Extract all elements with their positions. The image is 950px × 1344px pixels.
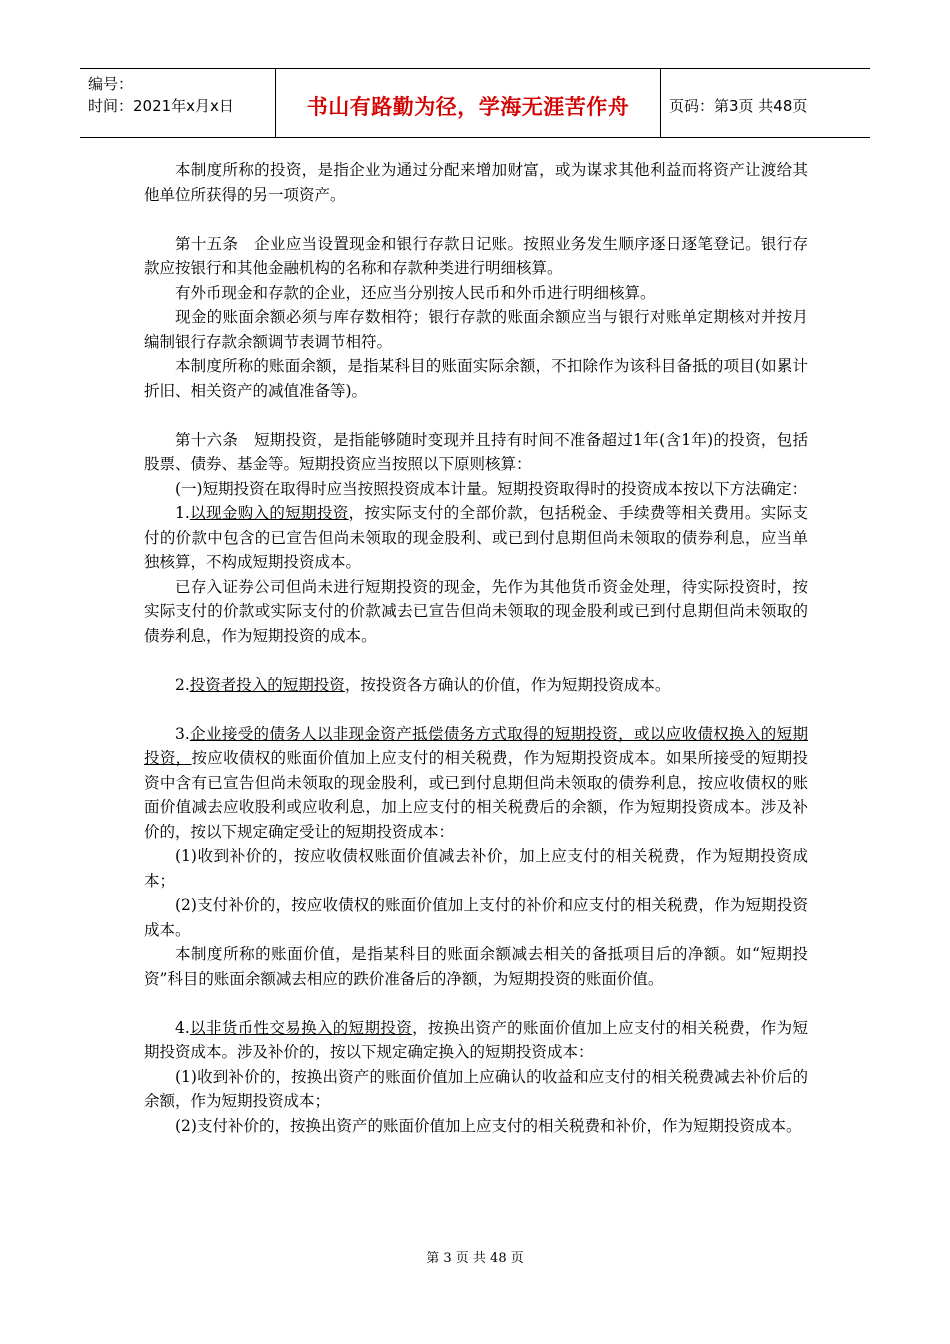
item-1 — [144, 501, 808, 575]
paragraph: (1)收到补价的，按应收债权账面价值减去补价，加上应支付的相关税费，作为短期投资成本； — [144, 847, 808, 890]
item-number: 4. — [175, 1018, 190, 1037]
article-15: 第十五条 企业应当设置现金和银行存款日记账。按照业务发生顺序逐日逐笔登记。银行存款应按银行和其他金融机构的名称和存款种类进行明细核算。 — [144, 234, 808, 277]
item-text: 按应收债权的账面价值加上应支付的相关税费，作为短期投资成本。如果所接受的短期投资中含有已宣告但尚未领取的现金股利，或已到付息期但尚未领取的债券利息，按应收债权的账面价值减去应收股利或应收利息，加上应支付的相关税费后的余额，作为短期投资成本。涉及补价的，按以下规定确定受让的短期投资成本： — [144, 749, 808, 841]
item-3 — [144, 722, 808, 845]
document-body — [144, 158, 808, 1138]
item-heading: 以现金购入的短期投资 — [189, 504, 349, 522]
serial-label: 编号： — [88, 75, 134, 93]
header-page-cell — [661, 69, 870, 137]
paragraph: (一)短期投资在取得时应当按照投资成本计量。短期投资取得时的投资成本按以下方法确定： — [175, 479, 808, 498]
paragraph: 有外币现金和存款的企业，还应当分别按人民币和外币进行明细核算。 — [175, 283, 656, 302]
item-number: 3. — [175, 724, 190, 743]
item-text: ，按实际支付的全部价款，包括税金、手续费等相关费用。实际支付的价款中包含的已宣告但尚未领取的现金股利、或已到付息期但尚未领取的债券利息，应当单独核算，不构成短期投资成本。 — [144, 504, 808, 571]
paragraph: 本制度所称的投资，是指企业为通过分配来增加财富，或为谋求其他利益而将资产让渡给其他单位所获得的另一项资产。 — [144, 161, 808, 204]
paragraph: 现金的账面余额必须与库存数相符；银行存款的账面余额应当与银行对账单定期核对并按月编制银行存款余额调节表调节相符。 — [144, 308, 808, 351]
page-header — [80, 68, 870, 138]
paragraph: (1)收到补价的，按换出资产的账面价值加上应确认的收益和应支付的相关税费减去补价后的余额，作为短期投资成本； — [144, 1067, 808, 1110]
paragraph: 已存入证券公司但尚未进行短期投资的现金，先作为其他货币资金处理，待实际投资时，按实际支付的价款或实际支付的价款减去已宣告但尚未领取的现金股利或已到付息期但尚未领取的债券利息，作为短期投资的成本。 — [144, 577, 808, 645]
item-number: 1. — [175, 504, 190, 522]
item-number: 2. — [175, 675, 190, 694]
page-footer: 第 3 页 共 48 页 — [426, 1251, 524, 1266]
header-page-info: 页码：第3页 共48页 — [669, 97, 808, 115]
header-meta — [80, 69, 276, 137]
header-motto: 书山有路勤为径，学海无涯苦作舟 — [306, 95, 630, 119]
paragraph: 本制度所称的账面价值，是指某科目的账面余额减去相关的备抵项目后的净额。如“短期投资”科目的账面余额减去相应的跌价准备后的净额，为短期投资的账面价值。 — [144, 945, 808, 988]
item-4 — [144, 1016, 808, 1065]
item-text: ，按投资各方确认的价值，作为短期投资成本。 — [344, 675, 671, 694]
item-2 — [144, 673, 808, 698]
paragraph: 本制度所称的账面余额，是指某科目的账面实际余额，不扣除作为该科目备抵的项目(如累计折旧、相关资产的减值准备等)。 — [144, 357, 808, 400]
item-heading: 投资者投入的短期投资 — [189, 675, 345, 694]
item-heading: 企业接受的债务人以非现金资产抵偿债务方式取得的短期投资，或以应收债权换入的短期投资， — [144, 724, 808, 767]
paragraph: (2)支付补价的，按换出资产的账面价值加上应支付的相关税费和补价，作为短期投资成本。 — [175, 1116, 802, 1135]
article-16: 第十六条 短期投资，是指能够随时变现并且持有时间不准备超过1年(含1年)的投资，包括股票、债券、基金等。短期投资应当按照以下原则核算： — [144, 430, 808, 473]
paragraph: (2)支付补价的，按应收债权的账面价值加上支付的补价和应支付的相关税费，作为短期投资成本。 — [144, 896, 808, 939]
item-text: ，按换出资产的账面价值加上应支付的相关税费，作为短期投资成本。涉及补价的，按以下规定确定换入的短期投资成本： — [144, 1018, 808, 1061]
item-heading: 以非货币性交易换入的短期投资 — [189, 1018, 413, 1037]
date-label: 时间：2021年x月x日 — [88, 97, 234, 115]
header-motto-cell — [276, 69, 661, 137]
